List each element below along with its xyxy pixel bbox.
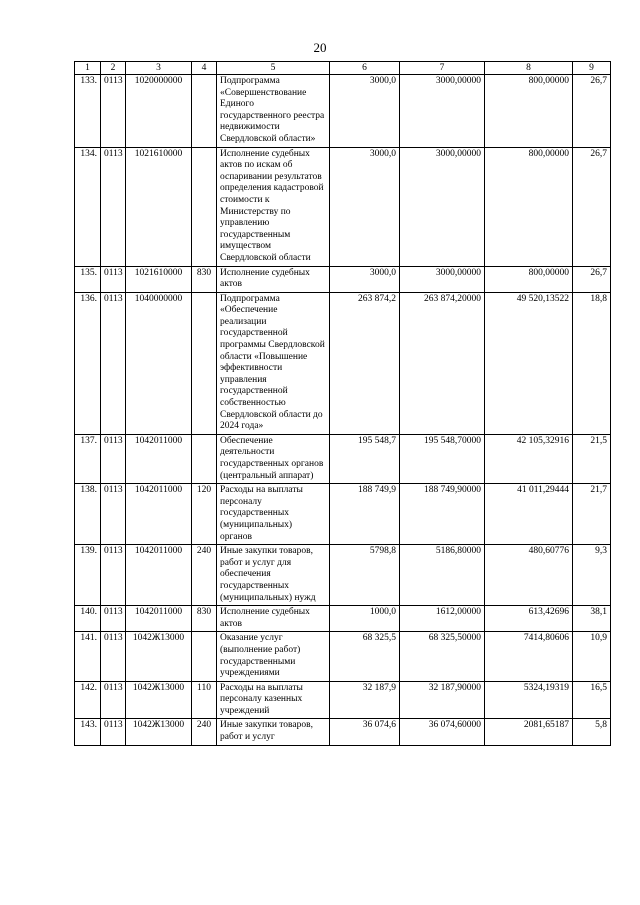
planned-amount: 263 874,20000 [400, 292, 485, 434]
row-number: 135. [75, 266, 101, 292]
planned-amount: 68 325,50000 [400, 632, 485, 681]
item-name: Иные закупки товаров, работ и услуг [217, 719, 330, 745]
item-name: Исполнение судебных актов [217, 606, 330, 632]
execution-percent: 16,5 [573, 681, 611, 719]
executed-amount: 613,42696 [485, 606, 573, 632]
approved-amount: 68 325,5 [330, 632, 400, 681]
row-number: 139. [75, 545, 101, 606]
execution-percent: 18,8 [573, 292, 611, 434]
target-article-code: 1021610000 [126, 147, 192, 266]
expense-type-code [192, 292, 217, 434]
item-name: Обеспечение деятельности государственных органов (центральный аппарат) [217, 434, 330, 483]
item-name: Подпрограмма «Совершенствование Единого государственного реестра недвижимости Свердловской области» [217, 75, 330, 148]
item-name: Исполнение судебных актов [217, 266, 330, 292]
table-body [75, 75, 611, 746]
target-article-code: 1042011000 [126, 545, 192, 606]
section-code: 0113 [101, 434, 126, 483]
column-header: 3 [126, 62, 192, 75]
table-row [75, 719, 611, 745]
expense-type-code: 830 [192, 266, 217, 292]
expense-type-code: 240 [192, 719, 217, 745]
section-code: 0113 [101, 75, 126, 148]
target-article-code: 1042Ж13000 [126, 719, 192, 745]
column-header: 9 [573, 62, 611, 75]
row-number: 136. [75, 292, 101, 434]
table-row [75, 484, 611, 545]
target-article-code: 1042011000 [126, 434, 192, 483]
approved-amount: 3000,0 [330, 266, 400, 292]
expense-type-code: 110 [192, 681, 217, 719]
expense-type-code [192, 632, 217, 681]
executed-amount: 800,00000 [485, 266, 573, 292]
column-header: 8 [485, 62, 573, 75]
target-article-code: 1042Ж13000 [126, 632, 192, 681]
column-header: 4 [192, 62, 217, 75]
item-name: Иные закупки товаров, работ и услуг для обеспечения государственных (муниципальных) нужд [217, 545, 330, 606]
target-article-code: 1042011000 [126, 484, 192, 545]
section-code: 0113 [101, 719, 126, 745]
approved-amount: 1000,0 [330, 606, 400, 632]
execution-percent: 10,9 [573, 632, 611, 681]
target-article-code: 1042011000 [126, 606, 192, 632]
approved-amount: 5798,8 [330, 545, 400, 606]
approved-amount: 188 749,9 [330, 484, 400, 545]
planned-amount: 3000,00000 [400, 75, 485, 148]
item-name: Оказание услуг (выполнение работ) государственными учреждениями [217, 632, 330, 681]
executed-amount: 49 520,13522 [485, 292, 573, 434]
approved-amount: 36 074,6 [330, 719, 400, 745]
item-name: Расходы на выплаты персоналу казенных учреждений [217, 681, 330, 719]
item-name: Подпрограмма «Обеспечение реализации государственной программы Свердловской области «Повышение эффективности управления государственной собственностью Свердловской области до 2024 года» [217, 292, 330, 434]
section-code: 0113 [101, 545, 126, 606]
row-number: 140. [75, 606, 101, 632]
expense-type-code: 240 [192, 545, 217, 606]
target-article-code: 1020000000 [126, 75, 192, 148]
execution-percent: 26,7 [573, 147, 611, 266]
column-header: 7 [400, 62, 485, 75]
executed-amount: 800,00000 [485, 75, 573, 148]
row-number: 141. [75, 632, 101, 681]
planned-amount: 5186,80000 [400, 545, 485, 606]
expense-type-code: 830 [192, 606, 217, 632]
table-row [75, 147, 611, 266]
table-row [75, 545, 611, 606]
expense-type-code [192, 147, 217, 266]
execution-percent: 21,7 [573, 484, 611, 545]
table-row [75, 434, 611, 483]
row-number: 138. [75, 484, 101, 545]
executed-amount: 41 011,29444 [485, 484, 573, 545]
header-row [75, 62, 611, 75]
column-header: 1 [75, 62, 101, 75]
table-row [75, 292, 611, 434]
executed-amount: 42 105,32916 [485, 434, 573, 483]
column-header: 5 [217, 62, 330, 75]
item-name: Исполнение судебных актов по искам об оспаривании результатов определения кадастровой стоимости к Министерству по управлению государственным имуществом Свердловской области [217, 147, 330, 266]
section-code: 0113 [101, 632, 126, 681]
execution-percent: 26,7 [573, 266, 611, 292]
page-number: 20 [313, 40, 327, 55]
expense-type-code [192, 434, 217, 483]
table-row [75, 681, 611, 719]
approved-amount: 3000,0 [330, 147, 400, 266]
executed-amount: 5324,19319 [485, 681, 573, 719]
section-code: 0113 [101, 266, 126, 292]
executed-amount: 480,60776 [485, 545, 573, 606]
section-code: 0113 [101, 484, 126, 545]
approved-amount: 32 187,9 [330, 681, 400, 719]
planned-amount: 36 074,60000 [400, 719, 485, 745]
approved-amount: 3000,0 [330, 75, 400, 148]
approved-amount: 263 874,2 [330, 292, 400, 434]
executed-amount: 2081,65187 [485, 719, 573, 745]
row-number: 137. [75, 434, 101, 483]
target-article-code: 1042Ж13000 [126, 681, 192, 719]
section-code: 0113 [101, 681, 126, 719]
planned-amount: 32 187,90000 [400, 681, 485, 719]
execution-percent: 9,3 [573, 545, 611, 606]
table-row [75, 75, 611, 148]
expense-type-code [192, 75, 217, 148]
execution-percent: 21,5 [573, 434, 611, 483]
table-row [75, 266, 611, 292]
execution-percent: 38,1 [573, 606, 611, 632]
executed-amount: 7414,80606 [485, 632, 573, 681]
column-header: 2 [101, 62, 126, 75]
planned-amount: 1612,00000 [400, 606, 485, 632]
planned-amount: 3000,00000 [400, 147, 485, 266]
target-article-code: 1040000000 [126, 292, 192, 434]
approved-amount: 195 548,7 [330, 434, 400, 483]
planned-amount: 188 749,90000 [400, 484, 485, 545]
planned-amount: 3000,00000 [400, 266, 485, 292]
executed-amount: 800,00000 [485, 147, 573, 266]
execution-percent: 26,7 [573, 75, 611, 148]
table-row [75, 632, 611, 681]
budget-table [74, 61, 611, 746]
table-row [75, 606, 611, 632]
section-code: 0113 [101, 606, 126, 632]
row-number: 134. [75, 147, 101, 266]
section-code: 0113 [101, 292, 126, 434]
section-code: 0113 [101, 147, 126, 266]
execution-percent: 5,8 [573, 719, 611, 745]
planned-amount: 195 548,70000 [400, 434, 485, 483]
column-header: 6 [330, 62, 400, 75]
item-name: Расходы на выплаты персоналу государственных (муниципальных) органов [217, 484, 330, 545]
row-number: 143. [75, 719, 101, 745]
row-number: 133. [75, 75, 101, 148]
expense-type-code: 120 [192, 484, 217, 545]
row-number: 142. [75, 681, 101, 719]
target-article-code: 1021610000 [126, 266, 192, 292]
